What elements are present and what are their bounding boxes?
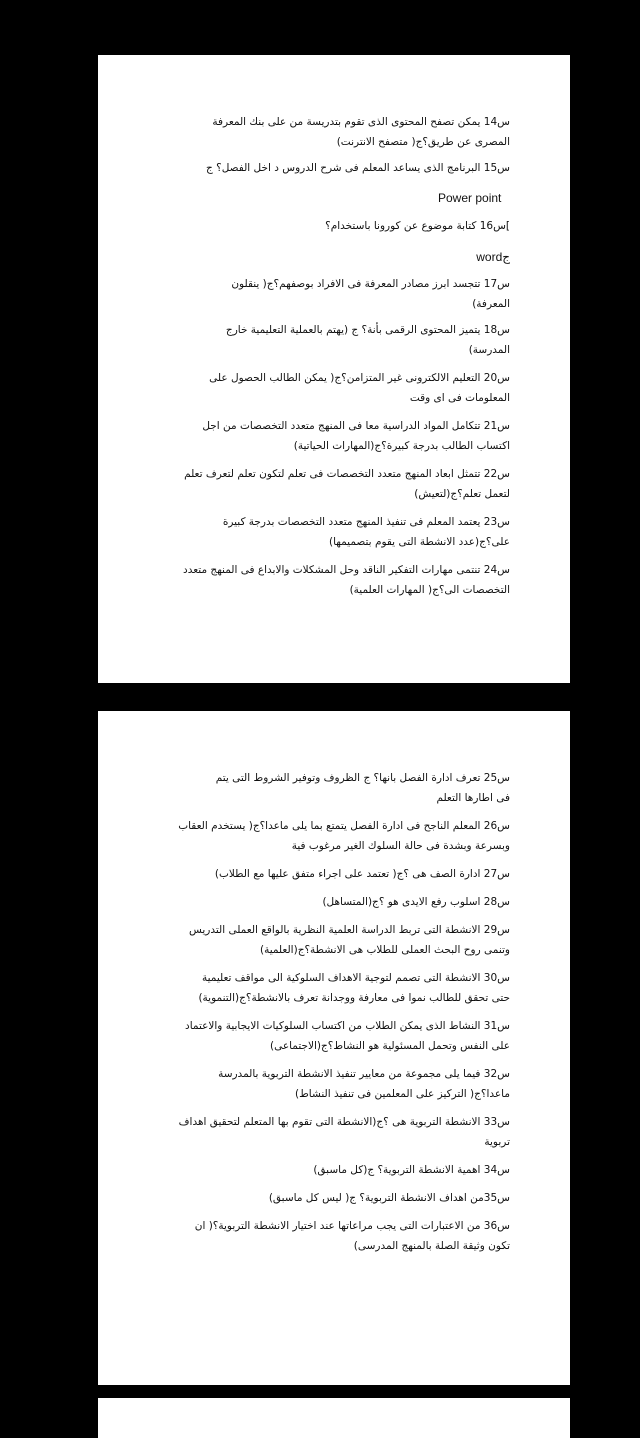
text-line: س33 الانشطة التربوية هى ؟ج(الانشطة التى تقوم بها المتعلم لتحقيق اهداف: [178, 1116, 510, 1128]
text-line: س30 الانشطة التى تصمم لتوجية الاهداف السلوكية الى مواقف تعليمية: [201, 972, 510, 984]
text-line: س21 تتكامل المواد الدراسية معا فى المنهج متعدد التخصصات من اجل: [202, 420, 510, 432]
text-line: على؟ج(عدد الانشطة التى يقوم بتصميمها): [328, 536, 510, 548]
text-line: س29 الانشطة التى تربط الدراسة العلمية النظرية بالواقع العملى التدريس: [188, 924, 510, 936]
text-line: المعلومات فى اى وقت: [409, 392, 510, 404]
text-line: س15 البرنامج الذى يساعد المعلم فى شرح الدروس د اخل الفصل؟ ج: [206, 162, 510, 174]
document-page-2: [98, 711, 570, 1385]
text-line: س14 يمكن تصفح المحتوى الذى تقوم بتدريسة من على بنك المعرفة: [212, 116, 510, 128]
text-line: س24 تنتمى مهارات التفكير الناقد وحل المشكلات والابداع فى المنهج متعدد: [183, 564, 510, 576]
document-page-1: [98, 55, 570, 683]
text-line: س27 ادارة الصف هى ؟ج( تعتمد على اجراء متفق عليها مع الطلاب): [214, 868, 510, 880]
text-line: Power point: [438, 191, 502, 205]
text-line: ماعدا؟ج( التركيز على المعلمين فى تنفيذ النشاط): [295, 1088, 510, 1100]
text-line: س36 من الاعتبارات التى يجب مراعاتها عند اختيار الانشطة التربوية؟( ان: [194, 1220, 510, 1232]
text-line: ج‌word: [476, 250, 510, 264]
text-line: س28 اسلوب رفع الايدى هو ؟ج(المتساهل): [322, 896, 510, 908]
text-line: س32 فيما يلى مجموعة من معايير تنفيذ الانشطة التربوية بالمدرسة: [218, 1068, 510, 1080]
text-line: لتعمل تعلم؟ج(لتعيش): [414, 488, 510, 500]
text-line: س34 اهمية الانشطة التربوية؟ ج(كل ماسبق): [313, 1164, 510, 1176]
text-line: وبسرعة وبشدة فى حالة السلوك الغير مرغوب فية: [291, 840, 510, 852]
text-line: المعرفة): [472, 298, 510, 310]
text-line: س22 تتمثل ابعاد المنهج متعدد التخصصات فى تعلم لتكون تعلم لتعرف تعلم: [184, 468, 510, 480]
text-line: س31 النشاط الذى يمكن الطلاب من اكتساب السلوكيات الايجابية والاعتماد: [185, 1020, 510, 1032]
text-line: التخصصات الى؟ج( المهارات العلمية): [349, 584, 510, 596]
text-line: على النفس وتحمل المسئولية هو النشاط؟ج(الاجتماعى): [269, 1040, 510, 1052]
text-line: اكتساب الطالب بدرجة كبيرة؟ج(المهارات الحياتية): [293, 440, 510, 452]
text-line: وتنمى روح البحث العملى للطلاب هى الانشطة؟ج(العلمية): [259, 944, 510, 956]
text-line: ]س16 كتابة موضوع عن كورونا باستخدام؟: [325, 220, 510, 232]
text-line: س18 يتميز المحتوى الرقمى بأنة؟ ج (يهتم بالعملية التعليمية خارج: [225, 324, 510, 336]
text-line: المصرى عن طريق؟ج( متصفح الانترنت): [336, 136, 510, 148]
text-line: حتى تحقق للطالب نموا فى معارفة ووجدانة تعرف بالانشطة؟ج(التنموية): [198, 992, 510, 1004]
text-line: س17 تتجسد ابرز مصادر المعرفة فى الافراد بوصفهم؟ج( ينقلون: [231, 278, 510, 290]
text-line: تكون وثيقة الصلة بالمنهج المدرسى): [353, 1240, 510, 1252]
text-line: س20 التعليم الالكترونى غير المتزامن؟ج( يمكن الطالب الحصول على: [209, 372, 510, 384]
text-line: فى اطارها التعلم: [436, 792, 510, 804]
text-line: س25 تعرف ادارة الفصل بانها؟ ج الظروف وتوفير الشروط التى يتم: [215, 772, 510, 784]
document-page-3: [98, 1398, 570, 1438]
text-line: س35من اهداف الانشطة التربوية؟ ج( ليس كل ماسبق): [268, 1192, 510, 1204]
text-line: تربوية: [484, 1136, 510, 1148]
text-line: س23 يعتمد المعلم فى تنفيذ المنهج متعدد التخصصات بدرجة كبيرة: [222, 516, 510, 528]
text-line: س26 المعلم الناجح فى ادارة الفصل يتمتع بما يلى ماعدا؟ج( يستخدم العقاب: [178, 820, 510, 832]
text-line: المدرسة): [468, 344, 510, 356]
